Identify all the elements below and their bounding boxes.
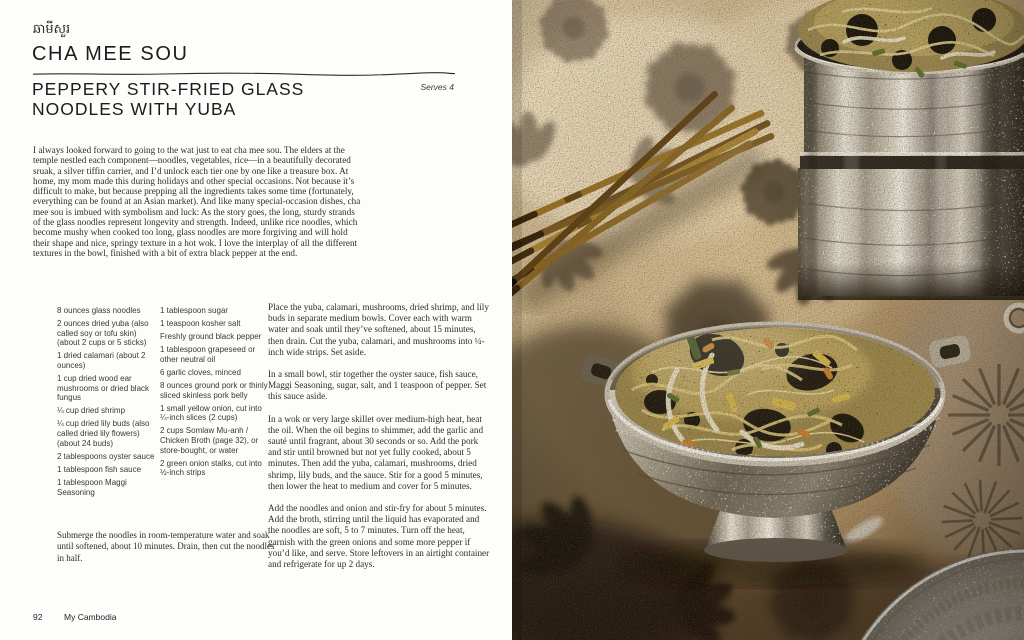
recipe-subtitle: PEPPERY STIR-FRIED GLASS NOODLES WITH YUBA — [32, 79, 305, 119]
food-photo-illustration — [512, 0, 1024, 640]
instruction-step: In a small bowl, stir together the oyster sauce, fish sauce, Maggi Seasoning, sugar, salt, and 1 teaspoon of pepper. Set this sauce aside. — [268, 369, 487, 402]
serves-label: Serves 4 — [420, 82, 454, 92]
ingredient-item: ¼ cup dried lily buds (also called dried lily flowers) (about 24 buds) — [57, 419, 150, 448]
grain-overlay — [512, 0, 1024, 640]
ingredient-item: 2 green onion stalks, cut into ½-inch strips — [160, 458, 262, 478]
ingredient-item: 6 garlic cloves, minced — [160, 367, 241, 377]
ingredient-item: 8 ounces glass noodles — [57, 306, 141, 315]
ingredient-item: 1 tablespoon Maggi Seasoning — [57, 477, 127, 497]
page-number: 92 — [33, 612, 43, 622]
instruction-step: Add the noodles and onion and stir-fry for about 5 minutes. Add the broth, stirring until the liquid has evaporated and the noodles are soft, 5 to 7 minutes. Turn off the heat, garnish with the green onions and some more pepper if you’d like, and serve. Store leftovers in an airtight container and refrigerate for up 2 days. — [268, 503, 490, 570]
ingredient-item: 1 dried calamari (about 2 ounces) — [57, 351, 146, 370]
ingredient-item: 2 tablespoons oyster sauce — [57, 451, 155, 461]
khmer-title: ឆាមីសួរ — [33, 22, 71, 37]
instruction-step: Place the yuba, calamari, mushrooms, dried shrimp, and lily buds in separate medium bowls. Cover each with warm water and soak until they’ve softened, about 15 minutes, then drain. Cut the yuba, calamari, and mushrooms into ¼-inch wide strips. Set aside. — [268, 302, 489, 357]
instructions — [268, 302, 491, 581]
ingredient-item: Freshly ground black pepper — [160, 332, 262, 342]
ingredient-item: 2 ounces dried yuba (also called soy or tofu skin) (about 2 cups or 5 sticks) — [57, 319, 149, 348]
recipe-intro: I always looked forward to going to the wat just to eat cha mee sou. The elders at the temple nestled each component—noodles, vegetables, rice—in a beautifully decorated sruak, a silver tiffin carrier, and I’d unlock each tier one by one like a treasure box. At home, my mom made this during holidays and other special occasions. Not because it’s difficult to make, but because prepping all the ingredients takes some time (fortunately, everything can be found at an Asian market). And like many special-occasion dishes, cha mee sou is imbued with symbolism and luck: As the story goes, the long, sturdy strands of the glass noodles represent longevity and strength. Indeed, unlike rice noodles, which become mushy when cooked too long, glass noodles are more forgiving and will hold their shape and nice, springy texture in a hot wok. I love the interplay of all the different textures in the bowl, finished with a bit of extra black pepper at the end. — [33, 145, 361, 258]
ingredients-column-1 — [57, 306, 159, 501]
ingredient-item: 1 teaspoon kosher salt — [160, 319, 241, 329]
ingredient-item: 1 tablespoon grapeseed or other neutral oil — [160, 345, 256, 364]
book-title: My Cambodia — [64, 612, 117, 622]
noodle-note: Submerge the noodles in room-temperature water and soak until softened, about 10 minutes. Drain, then cut the noodles in half. — [57, 530, 275, 563]
ingredient-item: 1 tablespoon fish sauce — [57, 464, 142, 474]
instruction-step: In a wok or very large skillet over medium-high heat, heat the oil. When the oil begins to shimmer, add the garlic and sauté until fragrant, about 30 seconds or so. Add the pork and stir until browned but not yet fully cooked, about 5 minutes. Then add the yuba, calamari, mushrooms, dried shrimp, lily buds, and the sauce. Stir for a good 5 minutes, then lower the heat to medium and cover for 5 minutes. — [268, 413, 484, 491]
food-photo — [512, 0, 1024, 640]
recipe-title: CHA MEE SOU — [32, 43, 189, 65]
ingredient-item: 1 cup dried wood ear mushrooms or dried black fungus — [57, 374, 150, 403]
ingredient-item: 1 tablespoon sugar — [160, 306, 229, 315]
ingredient-item: 2 cups Somlaw Mu-anh / Chicken Broth (page 32), or store-bought, or water — [160, 426, 259, 455]
ingredient-item: 8 ounces ground pork or thinly sliced skinless pork belly — [160, 381, 268, 400]
ingredient-item: ¼ cup dried shrimp — [57, 406, 126, 416]
page-gutter-shade — [512, 0, 522, 640]
ingredient-item: 1 small yellow onion, cut into ¼-inch slices (2 cups) — [160, 403, 262, 423]
hand-drawn-rule — [33, 71, 455, 77]
ingredients-column-2 — [160, 306, 272, 481]
